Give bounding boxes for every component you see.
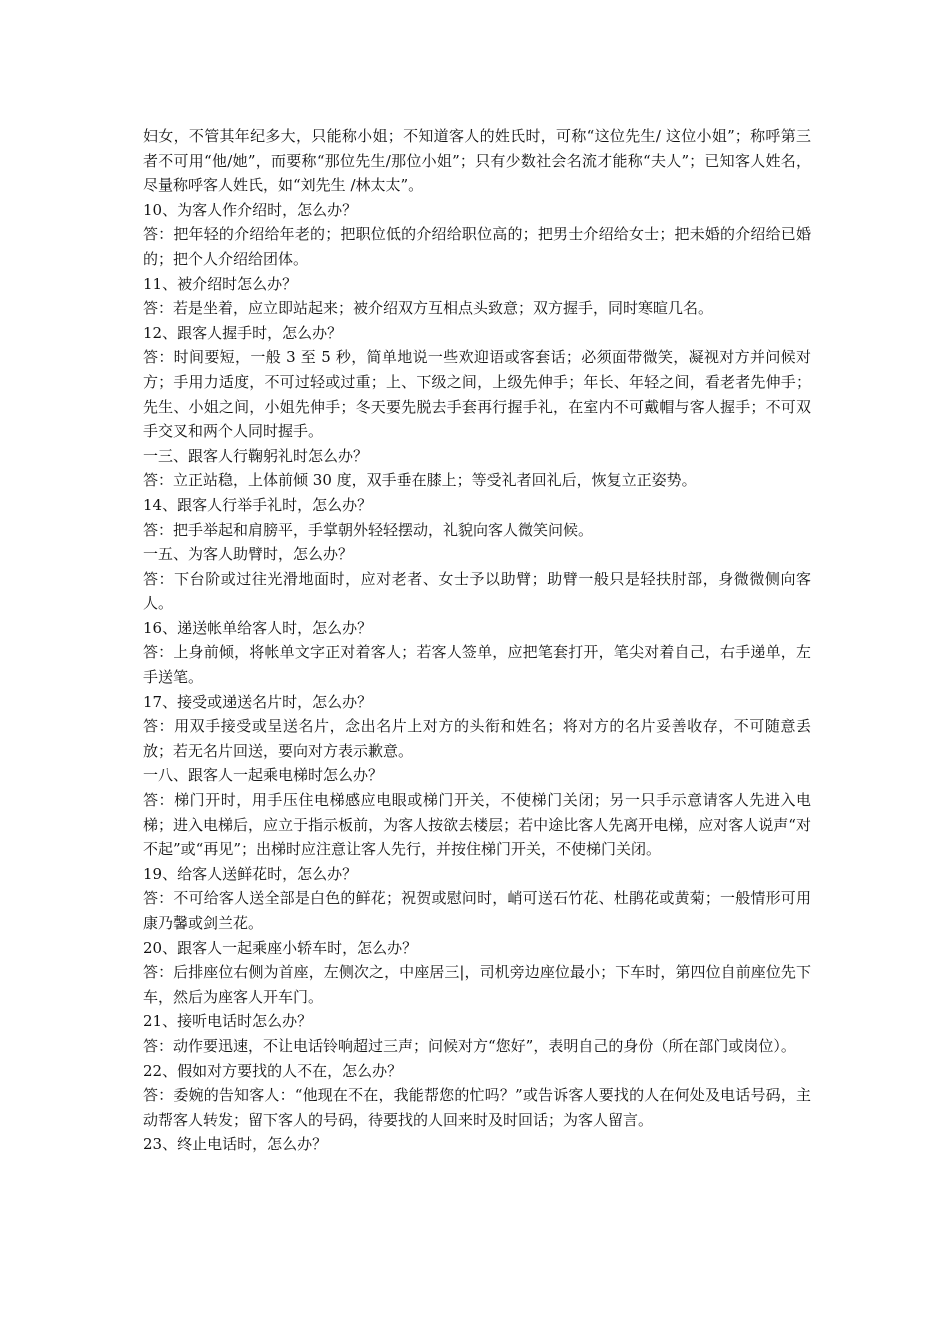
question-19: 19、给客人送鲜花时，怎么办？	[143, 864, 358, 883]
document-body	[143, 124, 811, 1157]
answer-11: 答：若是坐着，应立即站起来；被介绍双方互相点头致意；双方握手，同时寒暄几名。	[143, 299, 714, 318]
answer-20: 答：后排座位右侧为首座，左侧次之，中座居三|，司机旁边座位最小；下车时，第四位自前座位先下车，然后为座客人开车门。	[143, 963, 811, 1006]
paragraph-answer-continuation: 妇女，不管其年纪多大，只能称小姐；不知道客人的姓氏时，可称“这位先生/ 这位小姐”；称呼第三者不可用“他/她”，而要称“那位先生/那位小姐”；只有少数社会名流才能称“夫人”；已知客人姓名，尽量称呼客人姓氏，如“刘先生 /林太太”。	[143, 127, 811, 195]
answer-16: 答：上身前倾，将帐单文字正对着客人；若客人签单，应把笔套打开，笔尖对着自己，右手递单，左手送笔。	[143, 643, 811, 687]
answer-18: 答：梯门开时，用手压住电梯感应电眼或梯门开关，不使梯门关闭；另一只手示意请客人先进入电梯；进入电梯后，应立于指示板前，为客人按欲去楼层；若中途比客人先离开电梯，应对客人说声“对不起”或“再见”；出梯时应注意让客人先行，并按住梯门开关，不使梯门关闭。	[143, 791, 811, 859]
question-10: 10、为客人作介绍时，怎么办？	[143, 200, 358, 219]
answer-22: 答：委婉的告知客人：“他现在不在，我能帮您的忙吗？”或告诉客人要找的人在何处及电话号码，主动帮客人转发；留下客人的号码，待要找的人回来时及时回话；为客人留言。	[143, 1086, 811, 1129]
question-18: 一八、跟客人一起乘电梯时怎么办？	[143, 766, 384, 785]
question-14: 14、跟客人行举手礼时，怎么办？	[143, 495, 373, 514]
question-13: 一三、跟客人行鞠躬礼时怎么办？	[143, 446, 369, 465]
question-17: 17、接受或递送名片时，怎么办？	[143, 692, 373, 711]
question-20: 20、跟客人一起乘座小轿车时，怎么办？	[143, 938, 418, 957]
question-21: 21、接听电话时怎么办？	[143, 1012, 313, 1031]
answer-13: 答：立正站稳，上体前倾 30 度，双手垂在膝上；等受礼者回礼后，恢复立正姿势。	[143, 471, 697, 490]
question-11: 11、被介绍时怎么办？	[143, 274, 298, 293]
answer-10: 答：把年轻的介绍给年老的；把职位低的介绍给职位高的；把男士介绍给女士；把未婚的介绍给已婚的；把个人介绍给团体。	[143, 225, 811, 268]
question-22: 22、假如对方要找的人不在，怎么办？	[143, 1061, 403, 1080]
answer-21: 答：动作要迅速，不让电话铃响超过三声；问候对方“您好”，表明自己的身份（所在部门或岗位）。	[143, 1036, 796, 1055]
answer-14: 答：把手举起和肩膀平，手掌朝外轻轻摆动，礼貌向客人微笑问候。	[143, 520, 594, 539]
question-15: 一五、为客人助臂时，怎么办？	[143, 545, 354, 564]
answer-19: 答：不可给客人送全部是白色的鲜花；祝贺或慰问时，峭可送石竹花、杜鹃花或黄菊；一般情形可用康乃馨或剑兰花。	[143, 889, 811, 932]
answer-17: 答：用双手接受或呈送名片，念出名片上对方的头衔和姓名；将对方的名片妥善收存，不可随意丢放；若无名片回送，要向对方表示歉意。	[143, 717, 811, 760]
answer-12: 答：时间要短，一般 3 至 5 秒，简单地说一些欢迎语或客套话；必须面带微笑，凝视对方并问候对方；手用力适度，不可过轻或过重；上、下级之间，上级先伸手；年长、年轻之间，看老者先伸手；先生、小姐之间，小姐先伸手；冬天要先脱去手套再行握手礼，在室内不可戴帽与客人握手；不可双手交叉和两个人同时握手。	[143, 348, 811, 441]
question-12: 12、跟客人握手时，怎么办？	[143, 323, 343, 342]
question-23: 23、终止电话时，怎么办？	[143, 1135, 328, 1154]
question-16: 16、递送帐单给客人时，怎么办？	[143, 618, 373, 637]
answer-15: 答：下台阶或过往光滑地面时，应对老者、女士予以助臂；助臂一般只是轻扶肘部，身微微侧向客人。	[143, 569, 811, 613]
